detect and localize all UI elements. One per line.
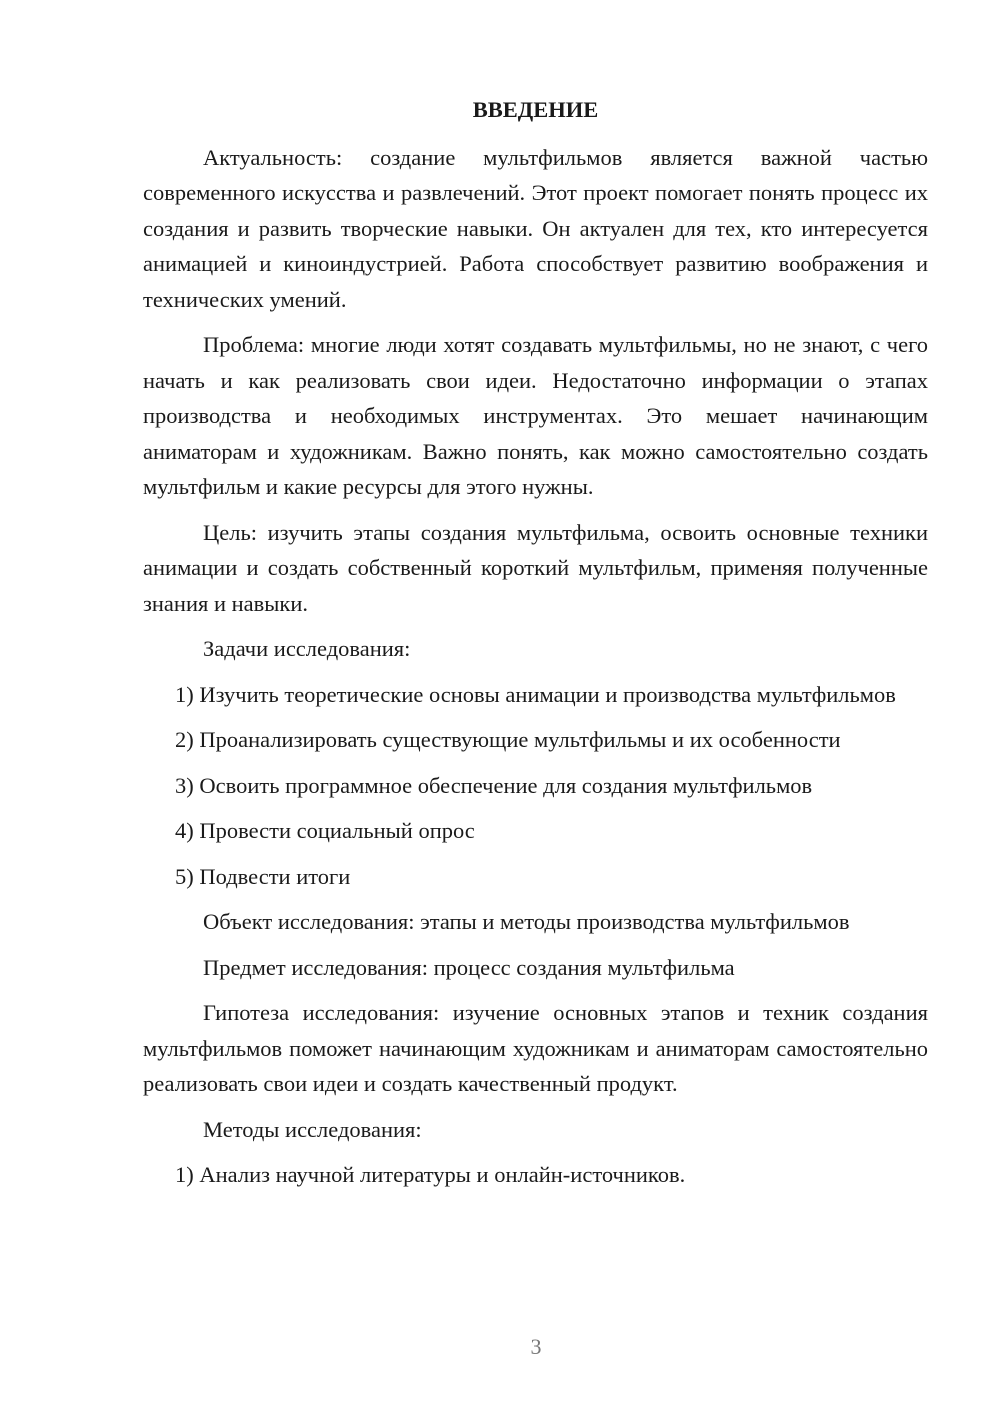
document-page <box>143 92 928 1203</box>
tasks-heading: Задачи исследования: <box>203 636 411 661</box>
problem-paragraph: Проблема: многие люди хотят создавать мультфильмы, но не знают, с чего начать и как реализовать свои идеи. Недостаточно информации о этапах производства и необходимых инструментах. Это мешает начинающим аниматорам и художникам. Важно понять, как можно самостоятельно создать мультфильм и какие ресурсы для этого нужны. <box>143 332 928 499</box>
hypothesis-paragraph: Гипотеза исследования: изучение основных этапов и техник создания мультфильмов поможет начинающим художникам и аниматорам самостоятельно реализовать свои идеи и создать качественный продукт. <box>143 1000 928 1096</box>
task-item: 5) Подвести итоги <box>175 863 351 889</box>
goal-paragraph: Цель: изучить этапы создания мультфильма, освоить основные техники анимации и создать собственный короткий мультфильм, применяя полученные знания и навыки. <box>143 519 928 616</box>
object-line: Объект исследования: этапы и методы производства мультфильмов <box>203 909 850 934</box>
task-item: 3) Освоить программное обеспечение для создания мультфильмов <box>175 772 813 798</box>
subject-line: Предмет исследования: процесс создания мультфильма <box>203 954 735 980</box>
relevance-paragraph: Актуальность: создание мультфильмов является важной частью современного искусства и развлечений. Этот проект помогает понять процесс их создания и развить творческие навыки. Он актуален для тех, кто интересуется анимацией и киноиндустрией. Работа способствует развитию воображения и технических умений. <box>143 144 928 312</box>
method-item: 1) Анализ научной литературы и онлайн-источников. <box>175 1162 686 1187</box>
task-item: 1) Изучить теоретические основы анимации и производства мультфильмов <box>175 681 896 707</box>
task-item: 2) Проанализировать существующие мультфильмы и их особенности <box>175 727 841 752</box>
task-item: 4) Провести социальный опрос <box>175 818 475 843</box>
page-title: ВВЕДЕНИЕ <box>472 97 599 122</box>
page-number: 3 <box>530 1334 542 1359</box>
methods-heading: Методы исследования: <box>203 1116 422 1142</box>
